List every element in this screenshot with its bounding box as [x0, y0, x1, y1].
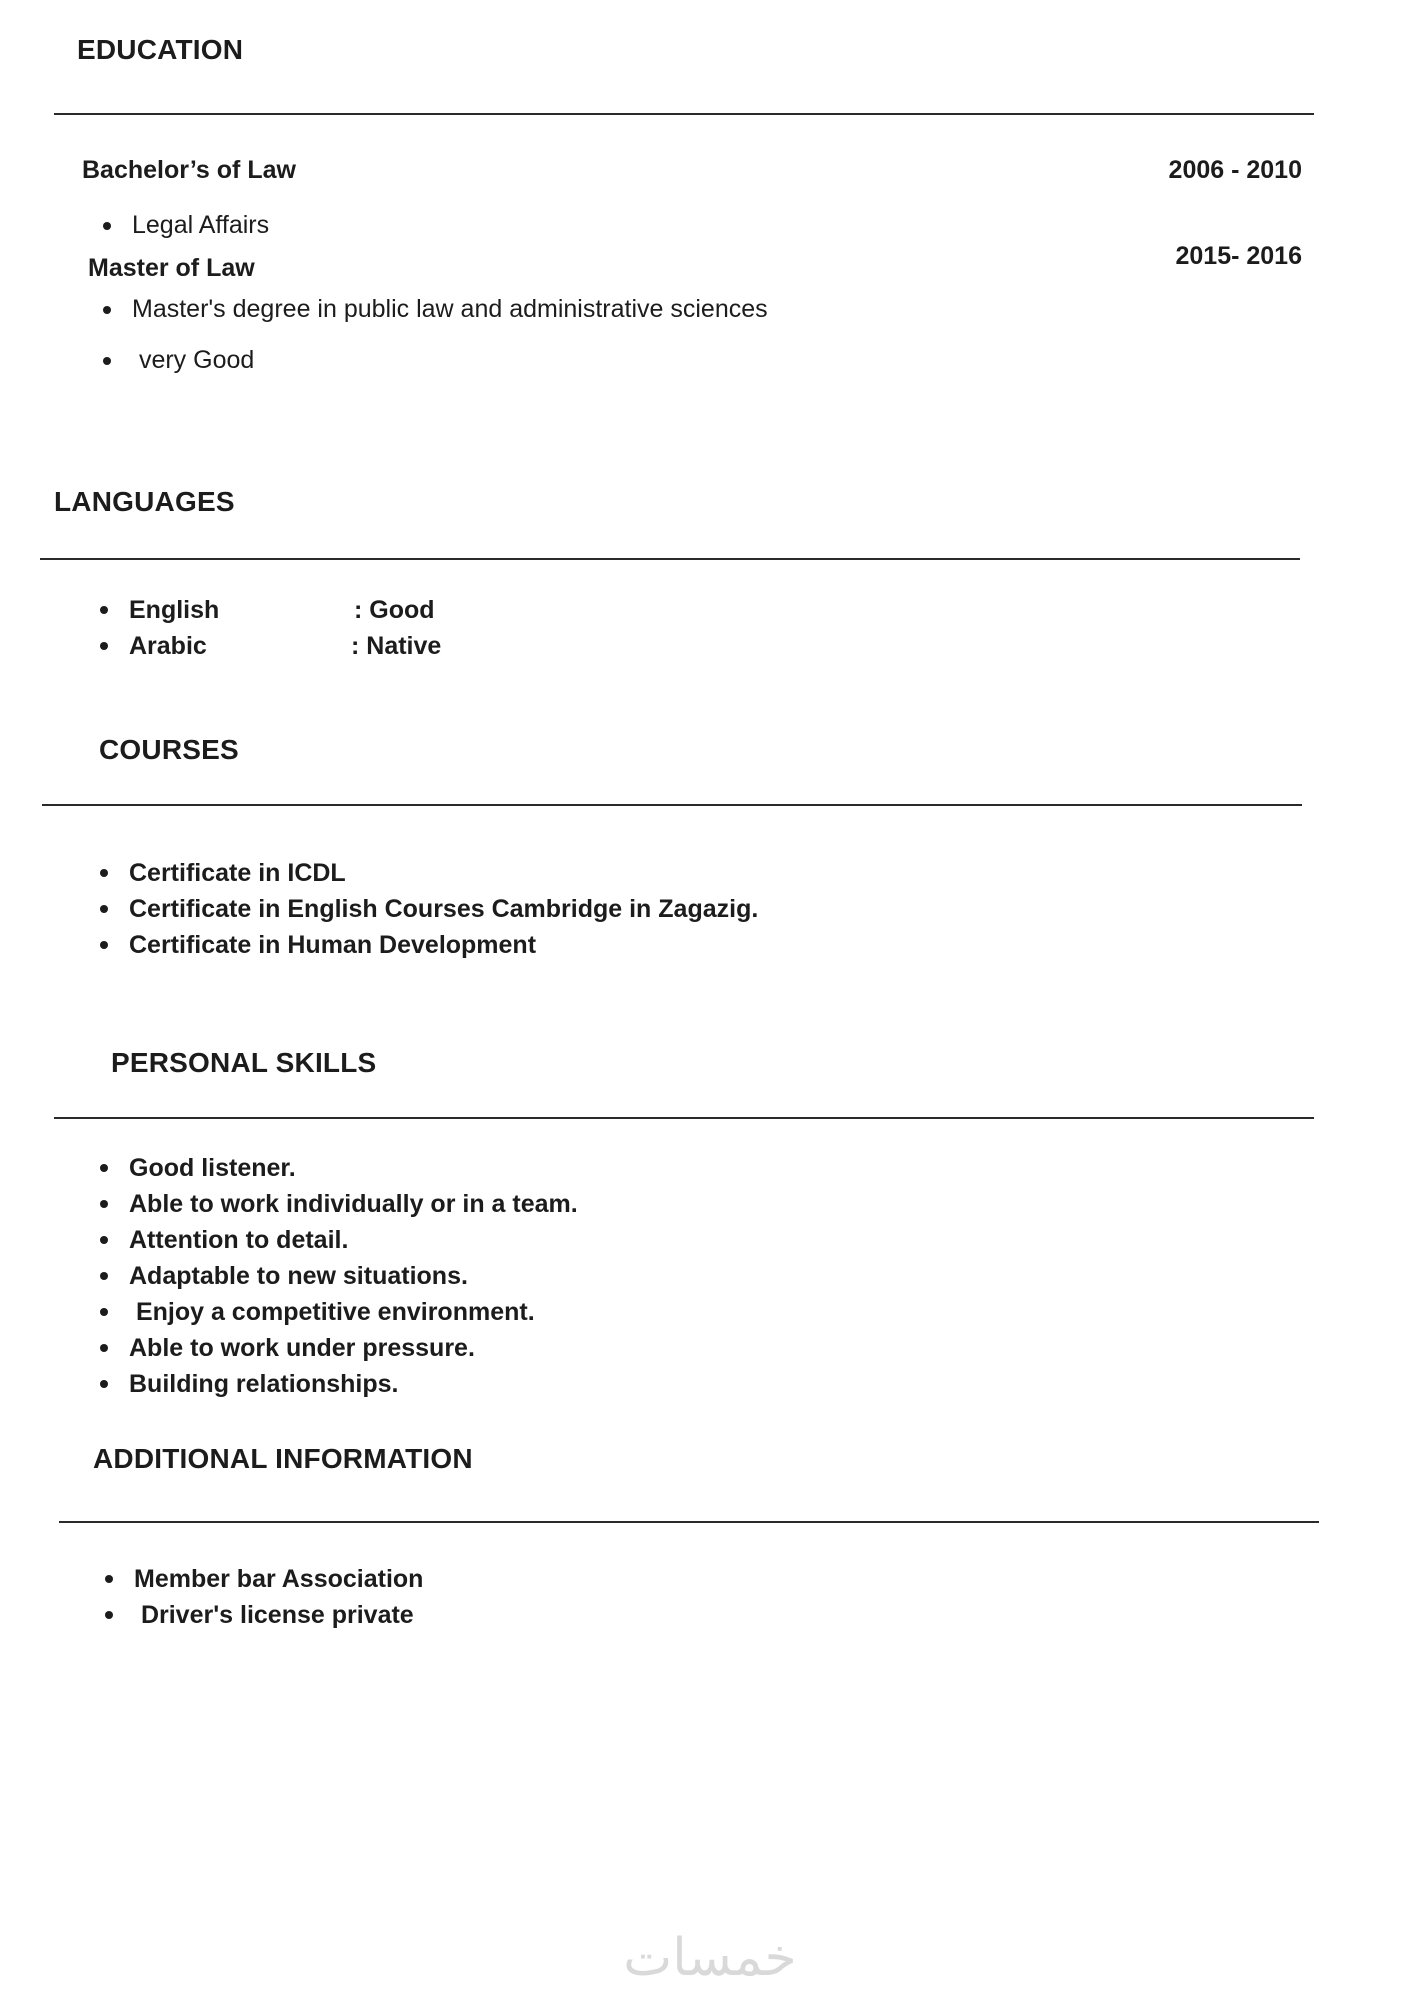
languages-divider: [40, 558, 1300, 560]
degree1-list: [103, 211, 269, 240]
education-heading: EDUCATION: [77, 34, 244, 65]
courses-list: [100, 855, 758, 963]
language-name: English: [129, 596, 220, 624]
list-item: Legal Affairs: [103, 211, 269, 240]
language-name: Arabic: [129, 632, 207, 660]
degree2-years: 2015- 2016: [1175, 242, 1302, 270]
languages-list: [100, 592, 500, 664]
list-item: Certificate in English Courses Cambridge in Zagazig.: [100, 891, 758, 927]
list-item: Enjoy a competitive environment.: [100, 1294, 578, 1330]
courses-divider: [42, 804, 1302, 806]
list-item: Good listener.: [100, 1150, 578, 1186]
list-item: Driver's license private: [105, 1597, 423, 1633]
khamsat-watermark-logo: خمسات: [623, 1928, 797, 1988]
degree2-list: [103, 295, 768, 375]
personal-skills-divider: [54, 1117, 1314, 1119]
additional-information-divider: [59, 1521, 1319, 1523]
education-divider: [54, 113, 1314, 115]
list-item: Building relationships.: [100, 1366, 578, 1402]
language-item-english: [100, 592, 500, 628]
additional-information-heading: ADDITIONAL INFORMATION: [93, 1443, 473, 1474]
languages-heading: LANGUAGES: [54, 486, 235, 517]
degree1-years: 2006 - 2010: [1168, 156, 1302, 184]
courses-heading: COURSES: [99, 734, 239, 765]
degree1-title: Bachelor’s of Law: [82, 156, 296, 184]
language-level: : Good: [354, 596, 435, 624]
list-item: Member bar Association: [105, 1561, 423, 1597]
list-item: Attention to detail.: [100, 1222, 578, 1258]
personal-skills-list: [100, 1150, 578, 1402]
list-item: Adaptable to new situations.: [100, 1258, 578, 1294]
language-level: : Native: [351, 632, 442, 660]
additional-information-list: [105, 1561, 423, 1633]
list-item: Certificate in Human Development: [100, 927, 758, 963]
list-item: Able to work individually or in a team.: [100, 1186, 578, 1222]
list-item: Certificate in ICDL: [100, 855, 758, 891]
language-item-arabic: [100, 628, 500, 664]
list-item: very Good: [103, 346, 768, 375]
list-item: Master's degree in public law and administrative sciences: [103, 295, 768, 324]
personal-skills-heading: PERSONAL SKILLS: [111, 1047, 377, 1078]
degree2-title: Master of Law: [88, 254, 255, 282]
list-item: Able to work under pressure.: [100, 1330, 578, 1366]
